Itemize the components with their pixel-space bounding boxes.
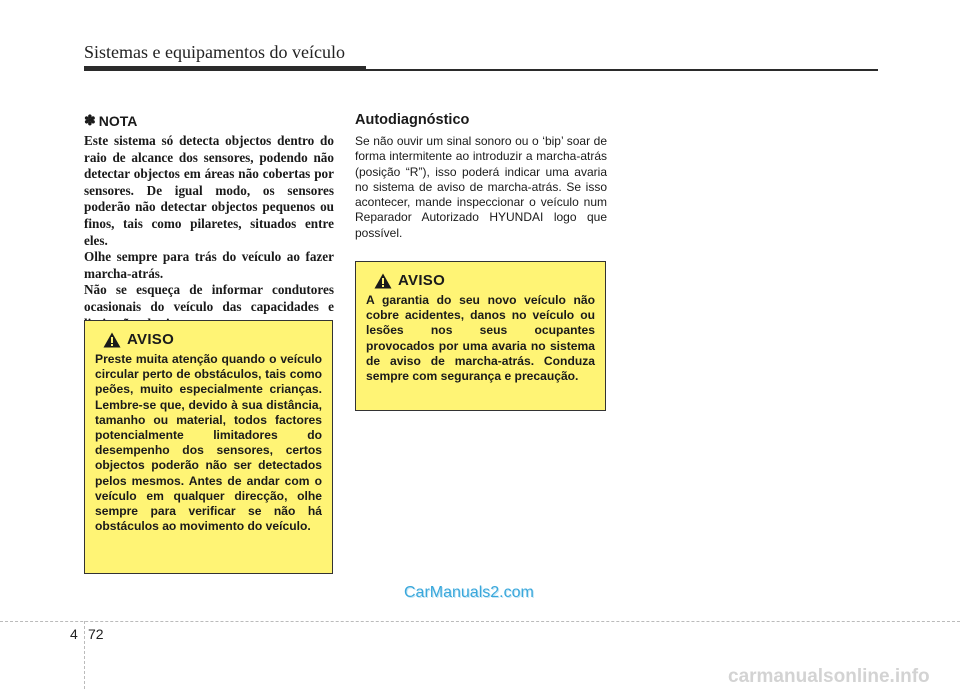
warning-box-left: [84, 320, 333, 574]
warning-triangle-icon: [374, 273, 392, 289]
site-watermark[interactable]: carmanualsonline.info: [728, 666, 930, 687]
page-chapter: 4: [70, 626, 78, 642]
left-column: [84, 112, 334, 332]
warning-title: AVISO: [398, 272, 446, 289]
watermark-link[interactable]: CarManuals2.com: [404, 584, 534, 601]
warning-header: [374, 272, 595, 289]
header-title: Sistemas e equipamentos do veículo: [84, 42, 345, 62]
warning-box-right: [355, 261, 606, 411]
nota-body: [84, 133, 334, 332]
warning-paragraph: A garantia do seu novo veículo não cobre acidentes, danos no veículo ou lesões nos seus ocupantes provocados por uma avaria no sistema de aviso de marcha-atrás. Conduza sempre com segurança e precaução.: [366, 293, 595, 384]
warning-triangle-icon: [103, 332, 121, 348]
section-heading: Autodiagnóstico: [355, 112, 470, 128]
nota-paragraph: Não se esqueça de informar condutores ocasionais do veículo das capacidades e: [84, 282, 334, 314]
warning-title: AVISO: [127, 331, 175, 348]
header-rule-thin: [366, 69, 878, 71]
warning-text: [366, 293, 595, 384]
footer-divider: [0, 621, 960, 622]
middle-column: [355, 112, 607, 241]
nota-paragraph: Olhe sempre para trás do veículo ao fazer marcha-atrás.: [84, 249, 334, 281]
nota-heading: [84, 112, 334, 129]
page-number: 72: [88, 626, 104, 642]
header-rule-thick: [84, 66, 366, 71]
footer-vertical-divider: [84, 621, 85, 689]
nota-star-icon: ✽: [84, 112, 96, 128]
nota-heading-text: NOTA: [98, 112, 138, 129]
warning-header: [103, 331, 322, 348]
nota-paragraph: Este sistema só detecta objectos dentro do raio de alcance dos sensores, podendo não detectar objectos em áreas não cobertas por sensores. De igual modo, os sensores poderão não detectar objectos pequenos ou finos, tais como pilaretes, situados entre eles.: [84, 133, 334, 248]
warning-text: [95, 352, 322, 534]
section-body: Se não ouvir um sinal sonoro ou o ‘bip’ soar de forma intermitente ao introduzir a marcha-atrás (posição “R”), isso poderá indicar uma avaria no sistema de aviso de marcha-atrás. Se isso acontecer, mande inspeccionar o veículo num Reparador Autorizado HYUNDAI logo que possível.: [355, 134, 607, 240]
warning-paragraph: Preste muita atenção quando o veículo circular perto de obstáculos, tais como peões, muito especialmente crianças. Lembre-se que, devido à sua distância, tamanho ou material, todos factores potencialmente limitadores do desempenho dos sensores, certos objectos poderão não ser detectados pelos mesmos. Antes de andar com o veículo em qualquer direcção, olhe sempre para verificar se não há obstáculos ao movimento do veículo.: [95, 352, 322, 534]
